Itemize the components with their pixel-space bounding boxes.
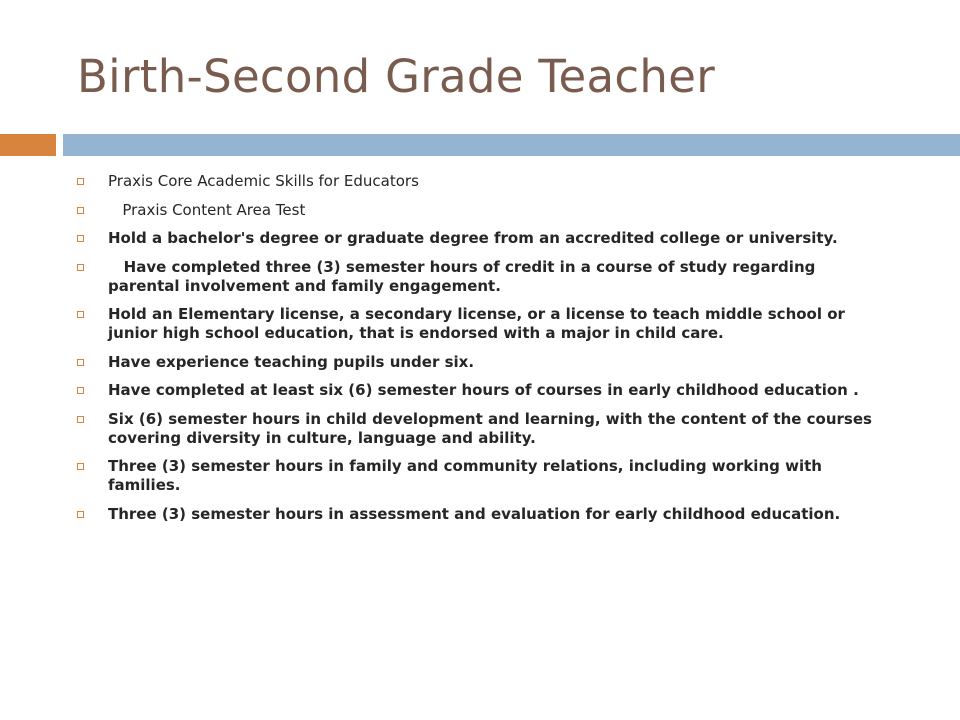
bullet-item (76, 505, 886, 524)
bullet-text: Hold a bachelor's degree or graduate degree from an accredited college or university. (108, 229, 838, 247)
bullet-text: Three (3) semester hours in family and community relations, including working with families. (108, 457, 828, 494)
bullet-item (76, 172, 886, 191)
bullet-item (76, 258, 886, 296)
square-bullet-icon (77, 463, 84, 470)
slide-title: Birth-Second Grade Teacher (77, 50, 716, 103)
bullet-text: Praxis Content Area Test (108, 200, 306, 219)
square-bullet-icon (77, 511, 84, 518)
square-bullet-icon (77, 416, 84, 423)
bullet-text: Three (3) semester hours in assessment and evaluation for early childhood education. (108, 504, 841, 523)
bullet-list (76, 172, 886, 533)
bullet-item (76, 410, 886, 448)
bullet-text: Hold an Elementary license, a secondary license, or a license to teach middle school or junior high school education, that is endorsed with a major in child care. (108, 305, 851, 342)
bullet-item (76, 353, 886, 372)
bullet-item (76, 457, 886, 495)
bullet-item (76, 381, 886, 400)
accent-bar-orange (0, 134, 56, 156)
square-bullet-icon (77, 311, 84, 318)
bullet-text: Six (6) semester hours in child development and learning, with the content of the courses covering diversity in culture, language and ability. (108, 409, 878, 447)
bullet-text: Have experience teaching pupils under six. (108, 352, 475, 371)
square-bullet-icon (77, 359, 84, 366)
square-bullet-icon (77, 235, 84, 242)
square-bullet-icon (77, 264, 84, 271)
bullet-text: Have completed three (3) semester hours of credit in a course of study regarding parental involvement and family engagement. (108, 257, 821, 295)
bullet-item (76, 305, 886, 343)
bullet-item (76, 201, 886, 220)
bullet-text: Have completed at least six (6) semester hours of courses in early childhood education . (108, 381, 859, 399)
square-bullet-icon (77, 178, 84, 185)
accent-bar-blue (63, 134, 960, 156)
square-bullet-icon (77, 207, 84, 214)
bullet-text: Praxis Core Academic Skills for Educators (108, 172, 419, 190)
square-bullet-icon (77, 387, 84, 394)
bullet-item (76, 229, 886, 248)
